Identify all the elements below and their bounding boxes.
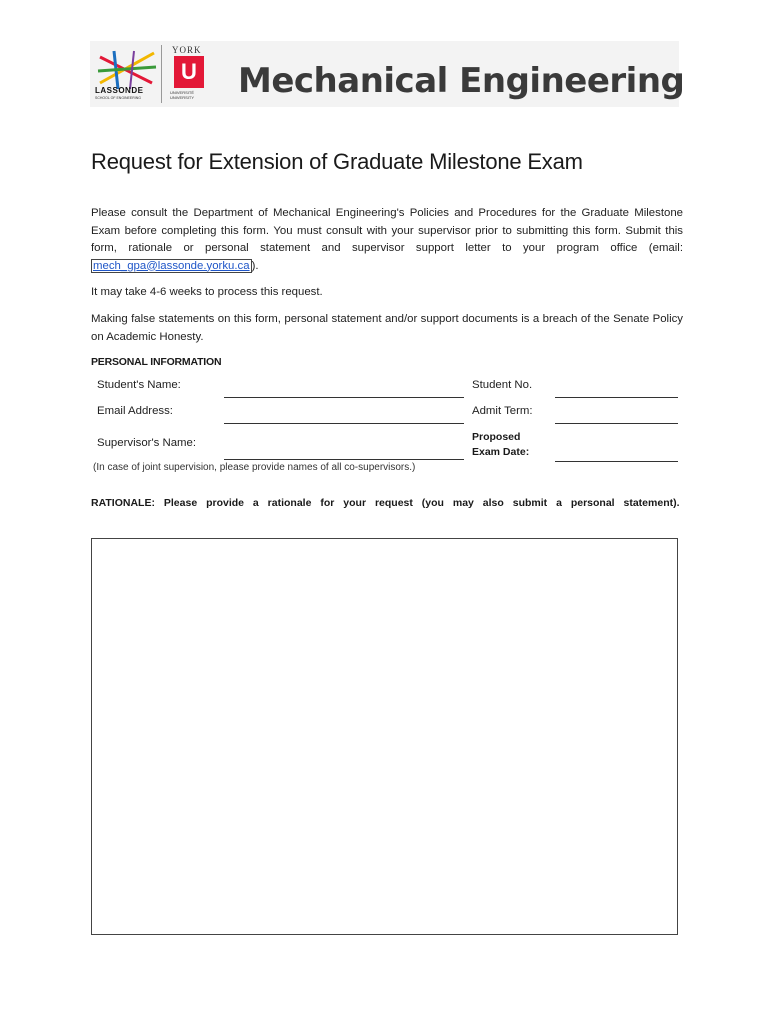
logo-divider <box>161 45 162 103</box>
rationale-prompt: RATIONALE: Please provide a rationale for your request (you may also submit a personal statement). <box>91 497 680 509</box>
email-label: Email Address: <box>97 405 173 417</box>
proposed-date-field[interactable] <box>555 461 678 462</box>
york-u-logo: U <box>174 56 204 88</box>
intro-paragraph <box>91 205 683 275</box>
york-subtitle <box>170 90 210 100</box>
supervisor-field[interactable] <box>224 459 464 460</box>
admit-term-label: Admit Term: <box>472 405 533 417</box>
form-title: Request for Extension of Graduate Milestone Exam <box>91 149 583 174</box>
supervisor-label: Supervisor's Name: <box>97 437 197 449</box>
lassonde-subtitle: SCHOOL OF ENGINEERING <box>95 96 141 100</box>
proposed-label-line-1: Proposed <box>472 431 521 443</box>
york-sub-line-1: UNIVERSITÉ <box>170 90 195 95</box>
student-no-field[interactable] <box>555 397 678 398</box>
student-name-field[interactable] <box>224 397 464 398</box>
personal-info-heading: PERSONAL INFORMATION <box>91 356 222 368</box>
email-link[interactable]: mech_gpa@lassonde.yorku.ca <box>93 259 250 272</box>
timing-note: It may take 4-6 weeks to process this request. <box>91 286 323 298</box>
letterhead <box>90 41 685 107</box>
proposed-label-line-2: Exam Date: <box>472 446 530 458</box>
admit-term-field[interactable] <box>555 423 678 424</box>
department-title: Mechanical Engineering <box>238 61 685 101</box>
intro-text-end: ). <box>251 259 259 272</box>
lassonde-wordmark: LASSONDE <box>95 86 144 95</box>
intro-text: Please consult the Department of Mechanical Engineering's Policies and Procedures for the Graduate Milestone Exam before completing this form. You must consult with your supervisor prior to submitting this form. Submit this form, rationale or personal statement and supervisor support letter to your program office (email: <box>91 207 683 254</box>
student-name-label: Student's Name: <box>97 379 181 391</box>
email-field[interactable] <box>224 423 464 424</box>
york-wordmark: YORK <box>172 45 202 55</box>
rationale-textbox[interactable] <box>91 538 678 935</box>
cosupervisor-note: (In case of joint supervision, please provide names of all co-supervisors.) <box>93 462 416 473</box>
honesty-note: Making false statements on this form, personal statement and/or support documents is a breach of the Senate Policy on Academic Honesty. <box>91 313 683 343</box>
proposed-date-label <box>472 430 529 460</box>
york-sub-line-2: UNIVERSITY <box>170 95 195 100</box>
student-no-label: Student No. <box>472 379 533 391</box>
